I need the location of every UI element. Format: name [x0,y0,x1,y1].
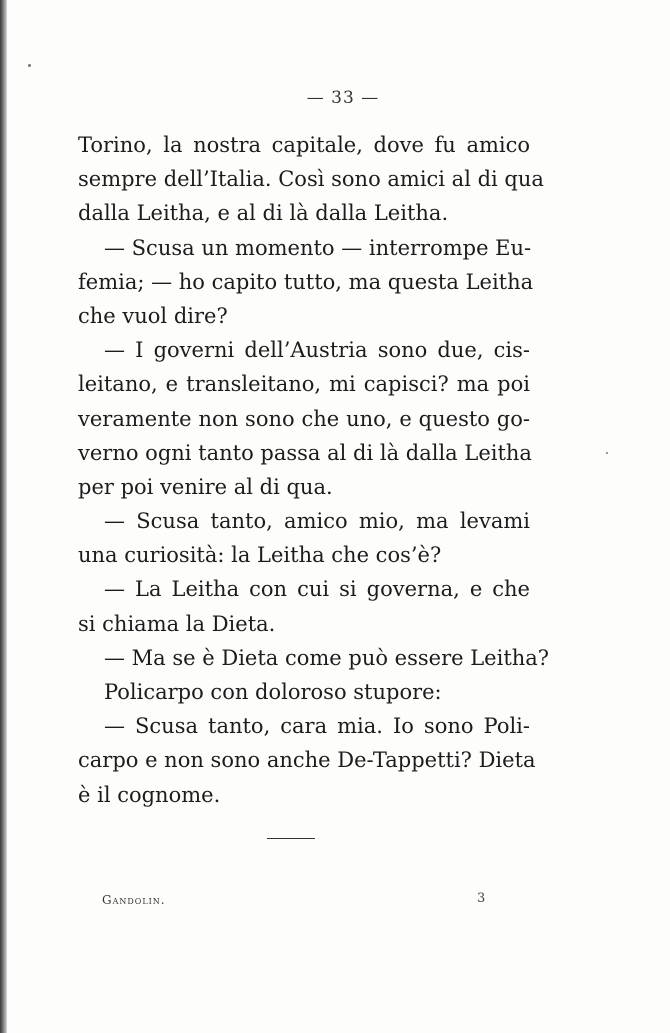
text-line: Policarpo con doloroso stupore: [104,680,442,704]
text-line: per poi venire al di qua. [78,474,333,499]
text-line: Torino, la nostra capitale, dove fu amico [78,133,530,157]
section-rule [267,838,315,839]
text-line: — Ma se è Dieta come può essere Leitha? [104,645,550,670]
text-line: una curiosità: la Leitha che cos’è? [78,543,442,568]
sheet-mark: 3 [477,891,486,906]
text-line: che vuol dire? [78,303,228,328]
text-line: — I governi dell’Austria sono due, cis- [104,338,530,363]
text-line: femia; — ho capito tutto, ma questa Leitha [78,269,534,294]
text-line: dalla Leitha, e al di là dalla Leitha. [78,201,449,226]
text-line: sempre dell’Italia. Così sono amici al di qua [78,167,544,192]
text-line: — La Leitha con cui si governa, e che [104,577,530,602]
text-line: verno ogni tanto passa al di là dalla Leitha [78,440,532,465]
paper-speck [28,64,31,67]
text-line: leitano, e transleitano, mi capisci? ma poi [78,372,530,397]
text-line: — Scusa un momento — interrompe Eu- [104,235,532,260]
text-line: si chiama la Dieta. [78,611,276,636]
page-binding-edge [0,0,7,1033]
text-line: — Scusa tanto, amico mio, ma levami [104,509,530,534]
text-line: — Scusa tanto, cara mia. Io sono Poli- [104,714,530,739]
text-line: carpo e non sono anche De-Tappetti? Dieta [78,748,536,773]
signature-mark: Gandolin. [102,893,166,907]
text-line: è il cognome. [78,782,221,807]
body-text [78,128,550,812]
paper-speck [606,452,608,454]
page-number: — 33 — [306,88,380,108]
text-line: veramente non sono che uno, e questo go- [78,406,530,431]
